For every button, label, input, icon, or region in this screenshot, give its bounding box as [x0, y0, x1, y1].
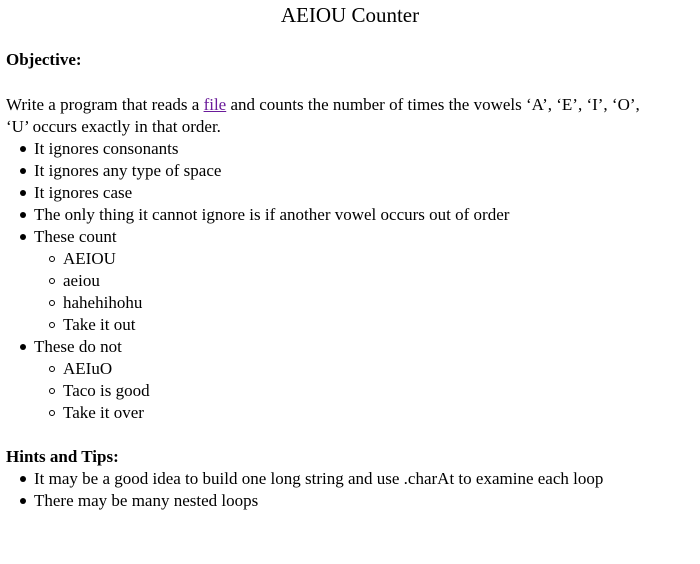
intro-text: Write a program that reads a — [6, 95, 204, 114]
example-item: hahehihohu — [63, 292, 694, 314]
objective-heading: Objective: — [6, 50, 82, 69]
objective-paragraph — [6, 94, 694, 138]
example-item: AEIuO — [63, 358, 694, 380]
bullet-item: The only thing it cannot ignore is if another vowel occurs out of order — [34, 204, 694, 226]
these-do-not-label: These do not — [34, 337, 122, 356]
document-page — [6, 0, 694, 512]
hint-item: There may be many nested loops — [34, 490, 694, 512]
example-item: aeiou — [63, 270, 694, 292]
page-title: AEIOU Counter — [280, 3, 420, 27]
count-examples-list — [34, 248, 694, 336]
bullet-item-these-count — [34, 226, 694, 336]
intro-text-continued: and counts the number of times the vowels ‘A’, ‘E’, ‘I’, ‘O’, — [226, 95, 640, 114]
hint-item: It may be a good idea to build one long string and use .charAt to examine each loop — [34, 468, 694, 490]
bullet-item-these-do-not — [34, 336, 694, 424]
objective-bullet-list — [6, 138, 694, 424]
bullet-item: It ignores case — [34, 182, 694, 204]
notcount-examples-list — [34, 358, 694, 424]
example-item: Take it over — [63, 402, 694, 424]
example-item: AEIOU — [63, 248, 694, 270]
intro-text-line2: ‘U’ occurs exactly in that order. — [6, 117, 221, 136]
hints-heading: Hints and Tips: — [6, 447, 119, 466]
these-count-label: These count — [34, 227, 117, 246]
example-item: Take it out — [63, 314, 694, 336]
example-item: Taco is good — [63, 380, 694, 402]
bullet-item: It ignores consonants — [34, 138, 694, 160]
bullet-item: It ignores any type of space — [34, 160, 694, 182]
file-link[interactable]: file — [203, 95, 227, 114]
hints-list — [6, 468, 694, 512]
